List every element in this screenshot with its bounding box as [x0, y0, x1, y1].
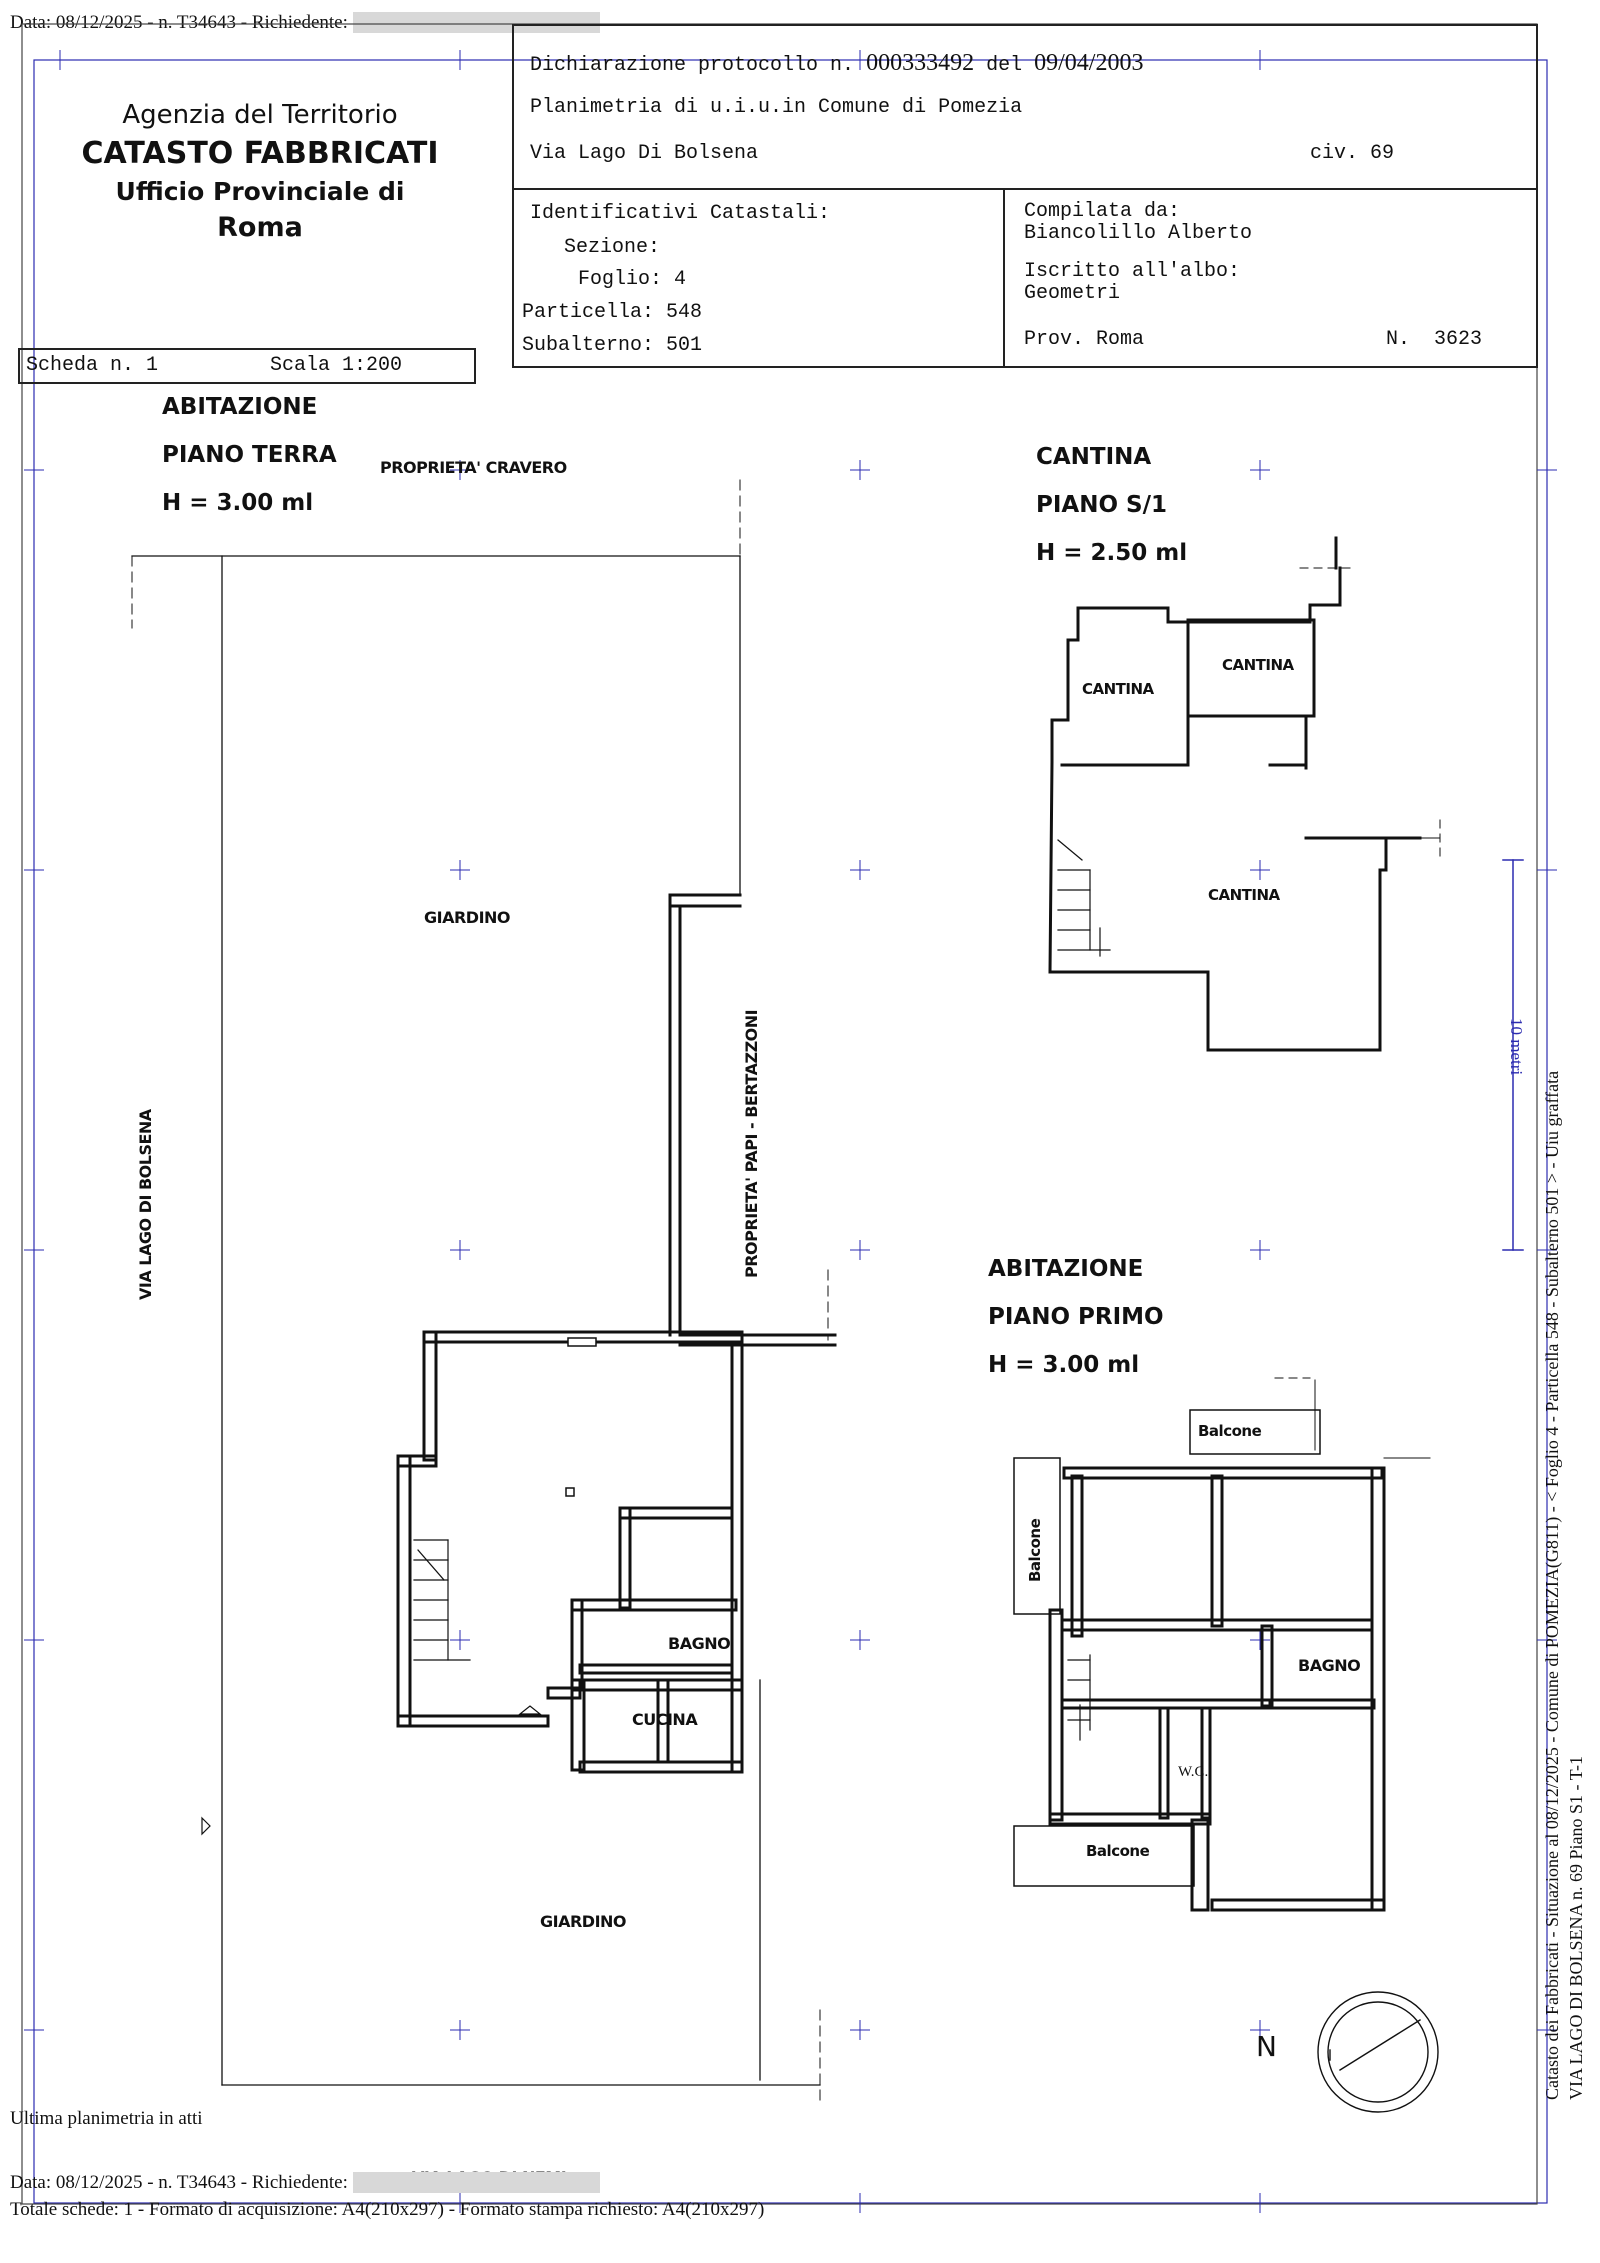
cellar-dashes	[1300, 568, 1440, 860]
catasto-title: CATASTO FABBRICATI	[81, 136, 439, 171]
registration-value: 3623	[1434, 328, 1483, 351]
protocol-date: 09/04/2003	[1034, 50, 1144, 76]
side-text-line2: VIA LAGO DI BOLSENA n. 69 Piano S1 - T-1	[1566, 1755, 1586, 2100]
subalterno-label: Subalterno:	[522, 334, 655, 357]
date-label: del	[986, 54, 1023, 77]
first-floor-stairs	[1068, 1655, 1090, 1740]
province: Prov. Roma	[1024, 328, 1145, 351]
footer-stamp-text: Data: 08/12/2025 - n. T34643 - Richiedente:	[10, 2172, 348, 2193]
ground-plan-floor: PIANO TERRA	[162, 442, 337, 468]
side-text-line1: Catasto dei Fabbricati - Situazione al 08/12/2025 - Comune di POMEZIA(G811) - < Foglio 4 - Particella 548 - Subalterno 501 > - Uiu graffata	[1542, 1070, 1562, 2100]
header-stamp-text: Data: 08/12/2025 - n. T34643 - Richiedente:	[10, 12, 348, 33]
ground-bagno-label: BAGNO	[668, 1634, 731, 1653]
particella-value: 548	[666, 301, 703, 324]
cellar-stairs	[1058, 840, 1110, 956]
protocol-number: 000333492	[866, 50, 975, 76]
ground-site-outline	[132, 480, 828, 2100]
cellar-room1-label: CANTINA	[1082, 680, 1154, 698]
compiled-by-label: Compilata da:	[1024, 200, 1181, 223]
cellar-room2-label: CANTINA	[1222, 656, 1294, 674]
identifiers-title: Identificativi Catastali:	[530, 202, 831, 225]
planimetry-line: Planimetria di u.i.u.in Comune di Pomezia	[530, 96, 1023, 119]
garden-top-label: GIARDINO	[424, 908, 511, 927]
first-bagno-label: BAGNO	[1298, 1656, 1361, 1675]
first-wc-label: W.C.	[1178, 1764, 1209, 1780]
balcony-left-label: Balcone	[1026, 1518, 1044, 1582]
cellar-room3-label: CANTINA	[1208, 886, 1280, 904]
ground-plan-height: H = 3.00 ml	[162, 490, 314, 516]
subalterno-value: 501	[666, 334, 703, 357]
ground-stairs	[414, 1540, 470, 1660]
protocol-label: Dichiarazione protocollo n.	[530, 54, 855, 77]
balcony-top-label: Balcone	[1198, 1422, 1262, 1440]
west-street-label: VIA LAGO DI BOLSENA	[136, 1109, 155, 1300]
compiler-name: Biancolillo Alberto	[1024, 222, 1253, 245]
foglio-label: Foglio:	[578, 268, 663, 291]
albo-value: Geometri	[1024, 282, 1121, 305]
footer-stamp	[10, 2172, 600, 2194]
civ-number: 69	[1370, 142, 1395, 165]
registration-label: N.	[1386, 328, 1411, 351]
balcony-bottom-label: Balcone	[1086, 1842, 1150, 1860]
cellar-plan-floor: PIANO S/1	[1036, 492, 1167, 518]
ground-floor-house	[398, 1332, 742, 1772]
albo-label: Iscritto all'albo:	[1024, 260, 1241, 283]
footer-format-line: Totale schede: 1 - Formato di acquisizione: A4(210x297) - Formato stampa richiesto: A4(210x297)	[10, 2199, 765, 2220]
agency-name: Agenzia del Territorio	[122, 100, 398, 130]
redacted-requester-footer	[353, 2172, 600, 2193]
cellar-walls	[1050, 538, 1420, 1050]
east-owner-label: PROPRIETA' PAPI - BERTAZZONI	[742, 1009, 761, 1278]
street-line: Via Lago Di Bolsena	[530, 142, 759, 165]
civ-label: civ.	[1310, 142, 1359, 165]
scheda-number: Scheda n. 1	[26, 354, 159, 377]
ultima-planimetria: Ultima planimetria in atti	[10, 2108, 203, 2129]
foglio-value: 4	[674, 268, 687, 291]
cellar-plan-title: CANTINA	[1036, 444, 1152, 470]
cellar-plan-height: H = 2.50 ml	[1036, 540, 1188, 566]
first-plan-height: H = 3.00 ml	[988, 1352, 1140, 1378]
scheda-scale: Scala 1:200	[270, 354, 403, 377]
office-label: Ufficio Provinciale di	[115, 177, 405, 206]
ground-cucina-label: CUCINA	[632, 1710, 698, 1729]
north-arrow-icon	[1318, 1992, 1438, 2112]
particella-label: Particella:	[522, 301, 655, 324]
office-city: Roma	[217, 212, 303, 243]
first-plan-floor: PIANO PRIMO	[988, 1304, 1164, 1330]
garden-bottom-label: GIARDINO	[540, 1912, 627, 1931]
scale-bar-label: 10 metri	[1507, 1018, 1526, 1076]
sezione-label: Sezione:	[564, 236, 661, 259]
first-plan-title: ABITAZIONE	[988, 1256, 1144, 1282]
ground-plan-title: ABITAZIONE	[162, 394, 318, 420]
north-label: N	[1256, 2030, 1277, 2063]
north-owner-label: PROPRIETA' CRAVERO	[380, 458, 567, 477]
first-floor-dashes	[1275, 1378, 1430, 1458]
